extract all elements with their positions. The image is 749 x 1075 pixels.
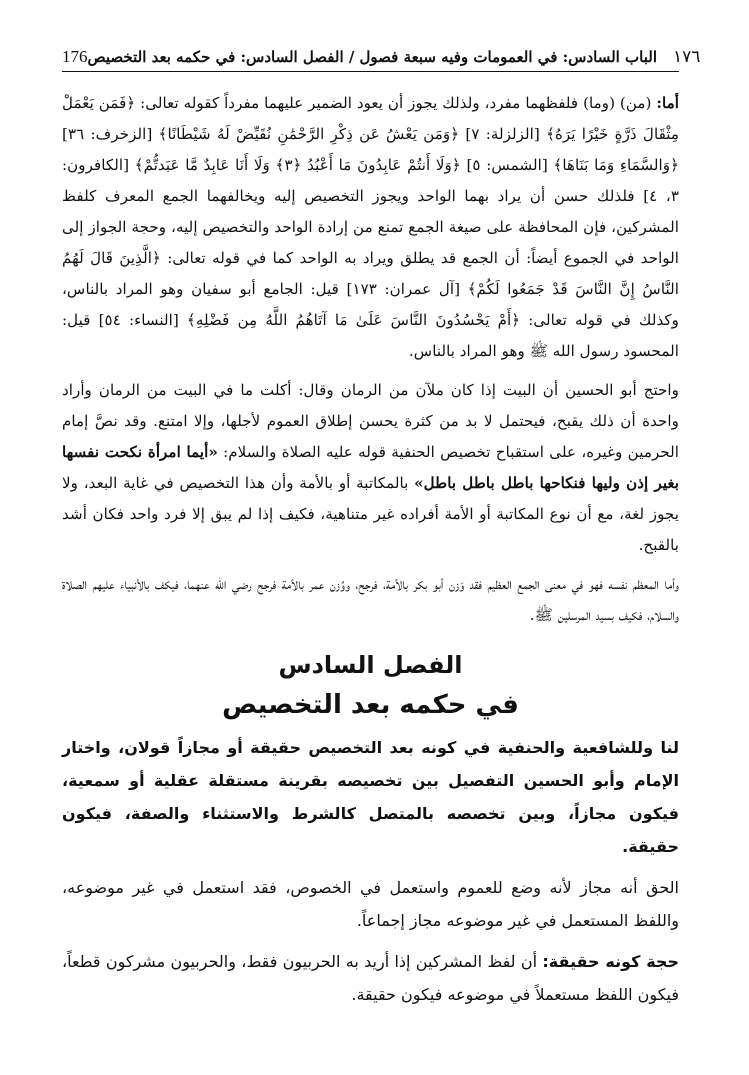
paragraph-text: (من) (وما) فلفظهما مفرد، ولذلك يجوز أن يعود الضمير عليهما مفرداً كقوله تعالى: ﴿فَمَن يَعْمَلْ مِثْقَالَ ذَرَّةٍ خَيْرًا يَرَهُ﴾ [الزلزلة: ٧] ﴿وَمَن يَعْشُ عَن ذِكْرِ الرَّحْمَٰنِ نُقَيِّضْ لَهُ شَيْطَانًا﴾ [الزخرف: ٣٦] ﴿وَالسَّمَاءِ وَمَا بَنَاهَا﴾ [الشمس: ٥] ﴿وَلَا أَنتُمْ عَابِدُونَ مَا أَعْبُدُ ﴿٣﴾ وَلَا أَنَا عَابِدٌ مَّا عَبَدتُّمْ﴾ [الكافرون: ٣، ٤] فلذلك حسن أن يراد بهما الواحد ويجوز التخصيص إليه ويخالفهما الجمع المعرف كلفظ المشركين، فإن المحافظة على صيغة الجمع تمنع من إرادة الواحد والتخصيص إليه، وحجة الجواز إلى الواحد في الجموع أيضاً: أن الجمع قد يطلق ويراد به الواحد كما في قوله تعالى: ﴿الَّذِينَ قَالَ لَهُمُ النَّاسُ إِنَّ النَّاسَ قَدْ جَمَعُوا لَكُمْ﴾ [آل عمران: ١٧٣] قيل: الجامع أبو سفيان وهو المراد بالناس، وكذلك في قوله تعالى: ﴿أَمْ يَحْسُدُونَ النَّاسَ عَلَىٰ مَا آتَاهُمُ اللَّهُ مِن فَضْلِهِ﴾ [النساء: ٥٤] قيل: المحسود رسول الله ﷺ وهو المراد بالناس.: [62, 94, 679, 360]
chapter-paragraph-3: [62, 945, 679, 1011]
paragraph-text: بالمكاتبة أو بالأمة وأن هذا التخصيص في غاية البعد، ولا يجوز لغة، مع أن نوع المكاتبة أو الأمة أفراده غير متناهية، فكيف إذا لم يبق إلا فرد واحد فكان أشد بالقبح.: [62, 474, 679, 554]
page-body: [62, 88, 679, 1019]
running-header: [62, 40, 701, 72]
paragraph-lead: حجة كونه حقيقة:: [542, 952, 679, 971]
header-right: [88, 47, 701, 67]
chapter-paragraph-2: الحق أنه مجاز لأنه وضع للعموم واستعمل في الخصوص، فقد استعمل في غير موضوعه، واللفظ المستعمل في غير موضوعه مجاز إجماعاً.: [62, 878, 679, 930]
chapter-title: الفصل السادس: [278, 651, 463, 679]
page-number-arabic: ١٧٦: [673, 47, 701, 67]
chapter-heading: [62, 645, 679, 725]
running-title: الباب السادس: في العمومات وفيه سبعة فصول / الفصل السادس: في حكمه بعد التخصيص: [87, 48, 658, 66]
paragraph-text: واحتج أبو الحسين أن البيت إذا كان ملآن من الرمان وقال: أكلت ما في البيت من الرمان وأراد واحدة أن ذلك يقبح، فيحتمل لا بد من كثرة يحسن إطلاق العموم لأجلها، وإلا امتنع. وقد نصَّ إمام الحرمين وغيره، على استقباح تخصيص الحنفية قوله عليه الصلاة والسلام:: [62, 381, 679, 461]
paragraph-lead: أما:: [656, 94, 679, 112]
paragraph-2: [62, 375, 679, 561]
paragraph-1: [62, 88, 679, 367]
hadith-quote: «أيما امرأة نكحت نفسها بغير إذن وليها فنكاحها باطل باطل باطل»: [62, 443, 679, 492]
chapter-paragraph-1: لنا وللشافعية والحنفية في كونه بعد التخصيص حقيقة أو مجازاً قولان، واختار الإمام وأبو الحسين التفصيل بين تخصيصه بقرينة مستقلة عقلية أو سمعية، فيكون مجازاً، وبين تخصصه بالمتصل كالشرط والاستثناء والصفة، فيكون حقيقة.: [62, 738, 679, 856]
paragraph-text: وأما المعظم نفسه فهو في معنى الجمع العظيم فقد وَزن أبو بكر بالأمة، فرجح، ووُزن عمر بالأمة فرجح رضي الله عنهما، فيكف بالأنبياء عليهم الصلاة والسلام، فكيف بسيد المرسلين ﷺ.: [62, 575, 679, 624]
paragraph-3: [62, 569, 679, 631]
page-number-latin: 176: [62, 47, 88, 66]
chapter-subtitle: في حكمه بعد التخصيص: [222, 690, 519, 720]
paragraph-text: أن لفظ المشركين إذا أريد به الحربيون فقط، والحربيون مشركون قطعاً، فيكون اللفظ مستعملاً في موضوعه فيكون حقيقة.: [62, 952, 679, 1004]
